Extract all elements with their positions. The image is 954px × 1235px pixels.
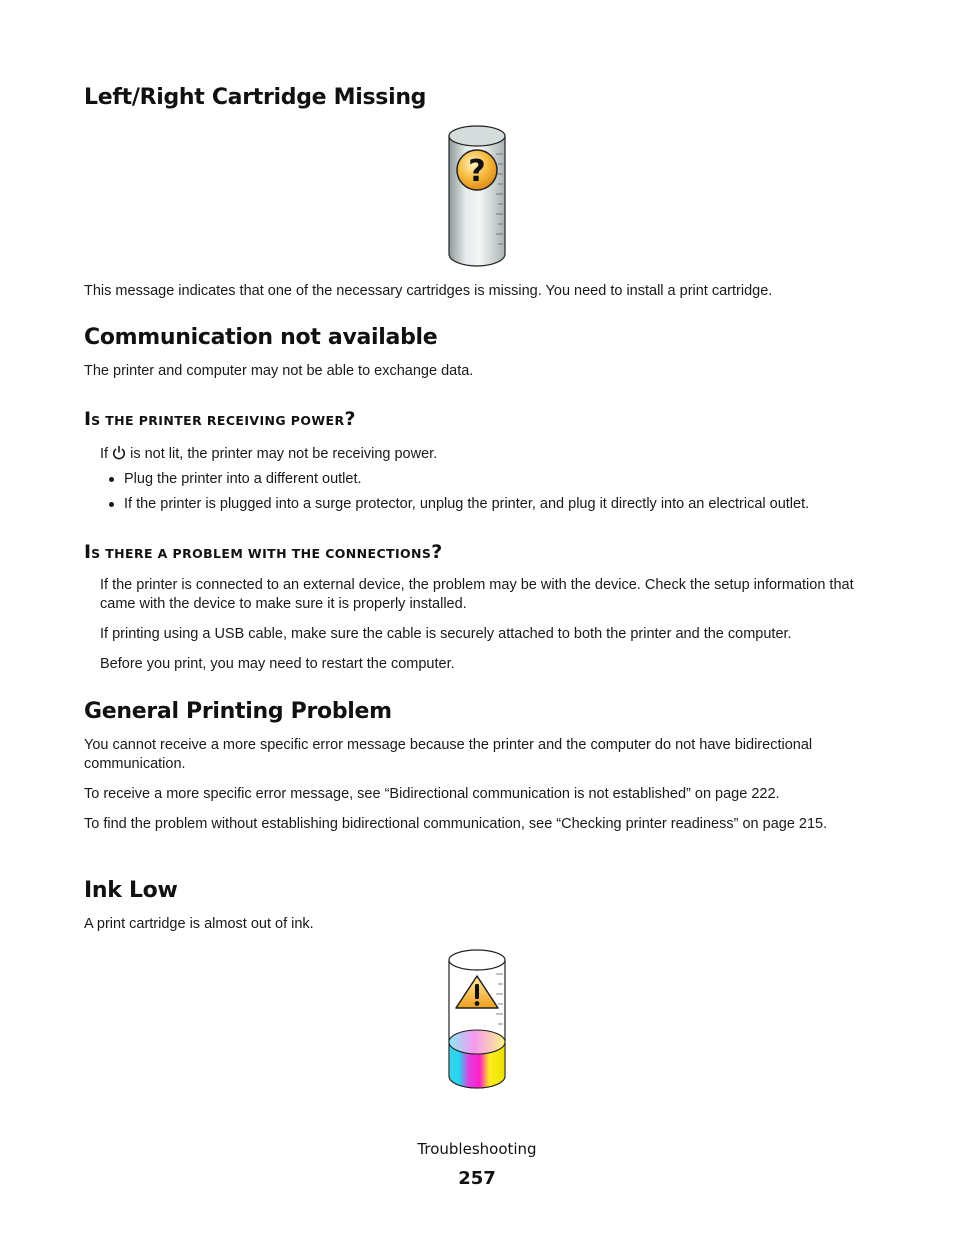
ink-low-text: A print cartridge is almost out of ink. — [84, 916, 314, 932]
bullet-item: Plug the printer into a different outlet. — [124, 471, 362, 487]
section-title-cartridge-missing: Left/Right Cartridge Missing — [84, 85, 427, 110]
connections-paragraph: Before you print, you may need to restart the computer. — [100, 656, 455, 672]
general-paragraph: To receive a more specific error message, see “Bidirectional communication is not established” on page 222. — [84, 786, 780, 802]
bullet-item: If the printer is plugged into a surge protector, unplug the printer, and plug it directly into an electrical outlet. — [124, 496, 810, 512]
svg-text:?: ? — [468, 154, 486, 189]
bullet-dot — [109, 502, 114, 507]
subheading-power: IS THE PRINTER RECEIVING POWER? — [84, 408, 356, 430]
connections-paragraph: If the printer is connected to an external device, the problem may be with the device. Check the setup information that came with the device to make sure it is properly installed. — [100, 577, 854, 612]
subheading-connections: IS THERE A PROBLEM WITH THE CONNECTIONS? — [84, 541, 443, 563]
section-title-communication: Communication not available — [84, 325, 438, 350]
page-number: 257 — [458, 1168, 496, 1189]
section-title-general: General Printing Problem — [84, 699, 392, 724]
general-paragraph: You cannot receive a more specific error message because the printer and the computer do not have bidirectional communication. — [84, 737, 813, 772]
connections-paragraph: If printing using a USB cable, make sure the cable is securely attached to both the printer and the computer. — [100, 626, 792, 642]
general-paragraph: To find the problem without establishing bidirectional communication, see “Checking printer readiness” on page 215. — [84, 816, 828, 832]
cartridge-missing-text: This message indicates that one of the necessary cartridges is missing. You need to install a print cartridge. — [84, 283, 773, 299]
power-icon — [112, 445, 126, 460]
section-title-ink-low: Ink Low — [84, 878, 178, 903]
warning-cartridge-icon — [440, 946, 516, 1094]
question-mark-cartridge-icon — [440, 124, 516, 270]
footer-section-title: Troubleshooting — [417, 1140, 537, 1158]
bullet-dot — [109, 477, 114, 482]
power-intro-text: If is not lit, the printer may not be receiving power. — [100, 446, 438, 462]
communication-text: The printer and computer may not be able to exchange data. — [84, 363, 474, 379]
